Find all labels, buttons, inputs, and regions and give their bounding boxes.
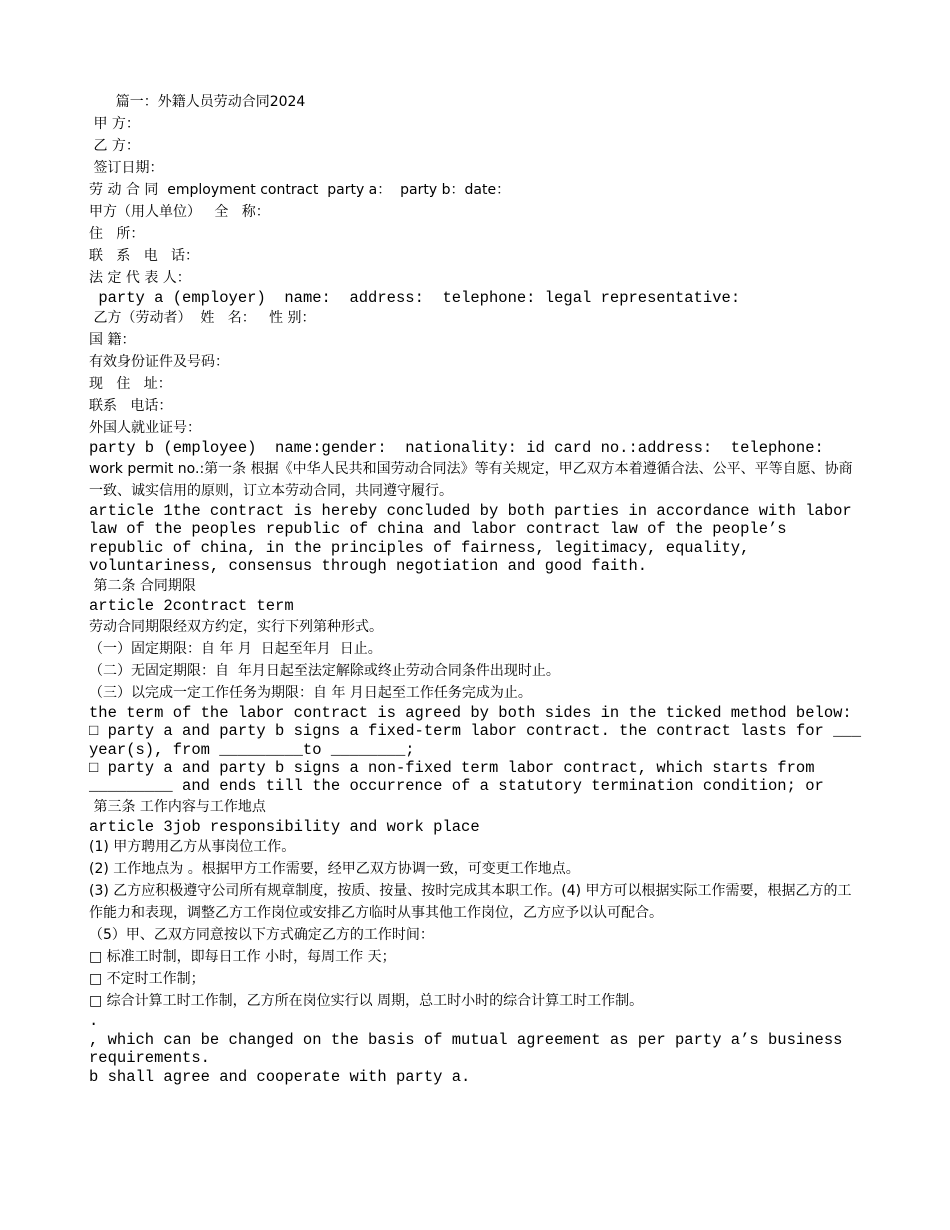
document-body	[89, 91, 871, 1086]
document-lines	[89, 91, 871, 1086]
document-line: 住 所：	[89, 226, 145, 242]
document-line: （三）以完成一定工作任务为期限：自 年 月日起至工作任务完成为止。	[89, 684, 532, 701]
document-line: 有效身份证件及号码：	[89, 354, 229, 371]
document-line: 甲 方：	[89, 116, 140, 132]
document-line: (3) 乙方应积极遵守公司所有规章制度，按质、按量、按时完成其本职工作。(4) 甲方可以根据实际工作需要，根据乙方的工作能力和表现，调整乙方工作岗位或安排乙方临时从事其他工作岗位，乙方应予以认可配合。	[89, 883, 852, 922]
document-line: , which can be changed on the basis of mutual agreement as per party a’s business requirements.	[89, 1030, 852, 1068]
document-line: 第二条 合同期限	[89, 578, 196, 595]
document-line: 法 定 代 表 人：	[89, 270, 191, 286]
document-line: □ 标准工时制，即每日工作 小时，每周工作 天；	[89, 949, 396, 966]
document-line: .	[89, 1012, 99, 1031]
document-line: □ 综合计算工时工作制，乙方所在岗位实行以 周期，总工时小时的综合计算工时工作制。	[89, 993, 644, 1010]
document-line: 甲方（用人单位） 全 称：	[89, 204, 270, 220]
document-line: □ 不定时工作制；	[89, 971, 205, 988]
document-line: □ party a and party b signs a fixed-term labor contract. the contract lasts for ___ year(s), from _________to ________;	[89, 722, 871, 759]
document-line: 篇一：外籍人员劳动合同2024	[89, 94, 306, 110]
document-line: 联系 电话：	[89, 398, 173, 415]
document-line: 劳动合同期限经双方约定，实行下列第种形式。	[89, 618, 383, 635]
document-line: article 3job responsibility and work place	[89, 817, 480, 836]
document-line: □ party a and party b signs a non-fixed term labor contract, which starts from _________ and ends till the occurrence of a statutory termination condition; or	[89, 759, 824, 796]
document-line: (2) 工作地点为 。根据甲方工作需要，经甲乙双方协调一致，可变更工作地点。	[89, 861, 580, 878]
document-line: 第三条 工作内容与工作地点	[89, 798, 266, 815]
document-line: article 2contract term	[89, 597, 294, 616]
document-line: （二）无固定期限：自 年月日起至法定解除或终止劳动合同条件出现时止。	[89, 662, 560, 679]
document-line: party a (employer) name: address: telephone: legal representative:	[89, 289, 741, 307]
document-line: （一）固定期限：自 年 月 日起至年月 日止。	[89, 640, 382, 657]
document-line: 国 籍：	[89, 332, 136, 349]
document-line: 现 住 址：	[89, 376, 172, 393]
document-line: 签订日期：	[89, 160, 164, 176]
document-line: work permit no.:第一条 根据《中华人民共和国劳动合同法》等有关规定，甲乙双方本着遵循合法、公平、平等自愿、协商一致、诚实信用的原则，订立本劳动合同，共同遵守履行。	[89, 460, 853, 499]
document-line: 乙 方：	[89, 138, 140, 154]
document-line: article 1the contract is hereby concluded by both parties in accordance with labor law of the peoples republic of china and labor contract law of the people’s republic of china, in the principles of fairness, legitimacy, equality, voluntariness, consensus through negotiation and good faith.	[89, 501, 862, 576]
document-line: 乙方（劳动者） 姓 名： 性 别：	[89, 310, 316, 327]
document-line: 外国人就业证号：	[89, 420, 201, 437]
document-line: （5）甲、乙双方同意按以下方式确定乙方的工作时间：	[89, 927, 434, 944]
document-line: 劳 动 合 同 employment contract party a： party b：date：	[89, 182, 511, 198]
document-line: b shall agree and cooperate with party a.	[89, 1067, 471, 1086]
document-line: (1) 甲方聘用乙方从事岗位工作。	[89, 839, 296, 856]
document-line: 联 系 电 话：	[89, 248, 200, 264]
document-line: party b (employee) name:gender: nationality: id card no.:address: telephone:	[89, 439, 824, 458]
document-line: the term of the labor contract is agreed by both sides in the ticked method below:	[89, 703, 852, 722]
